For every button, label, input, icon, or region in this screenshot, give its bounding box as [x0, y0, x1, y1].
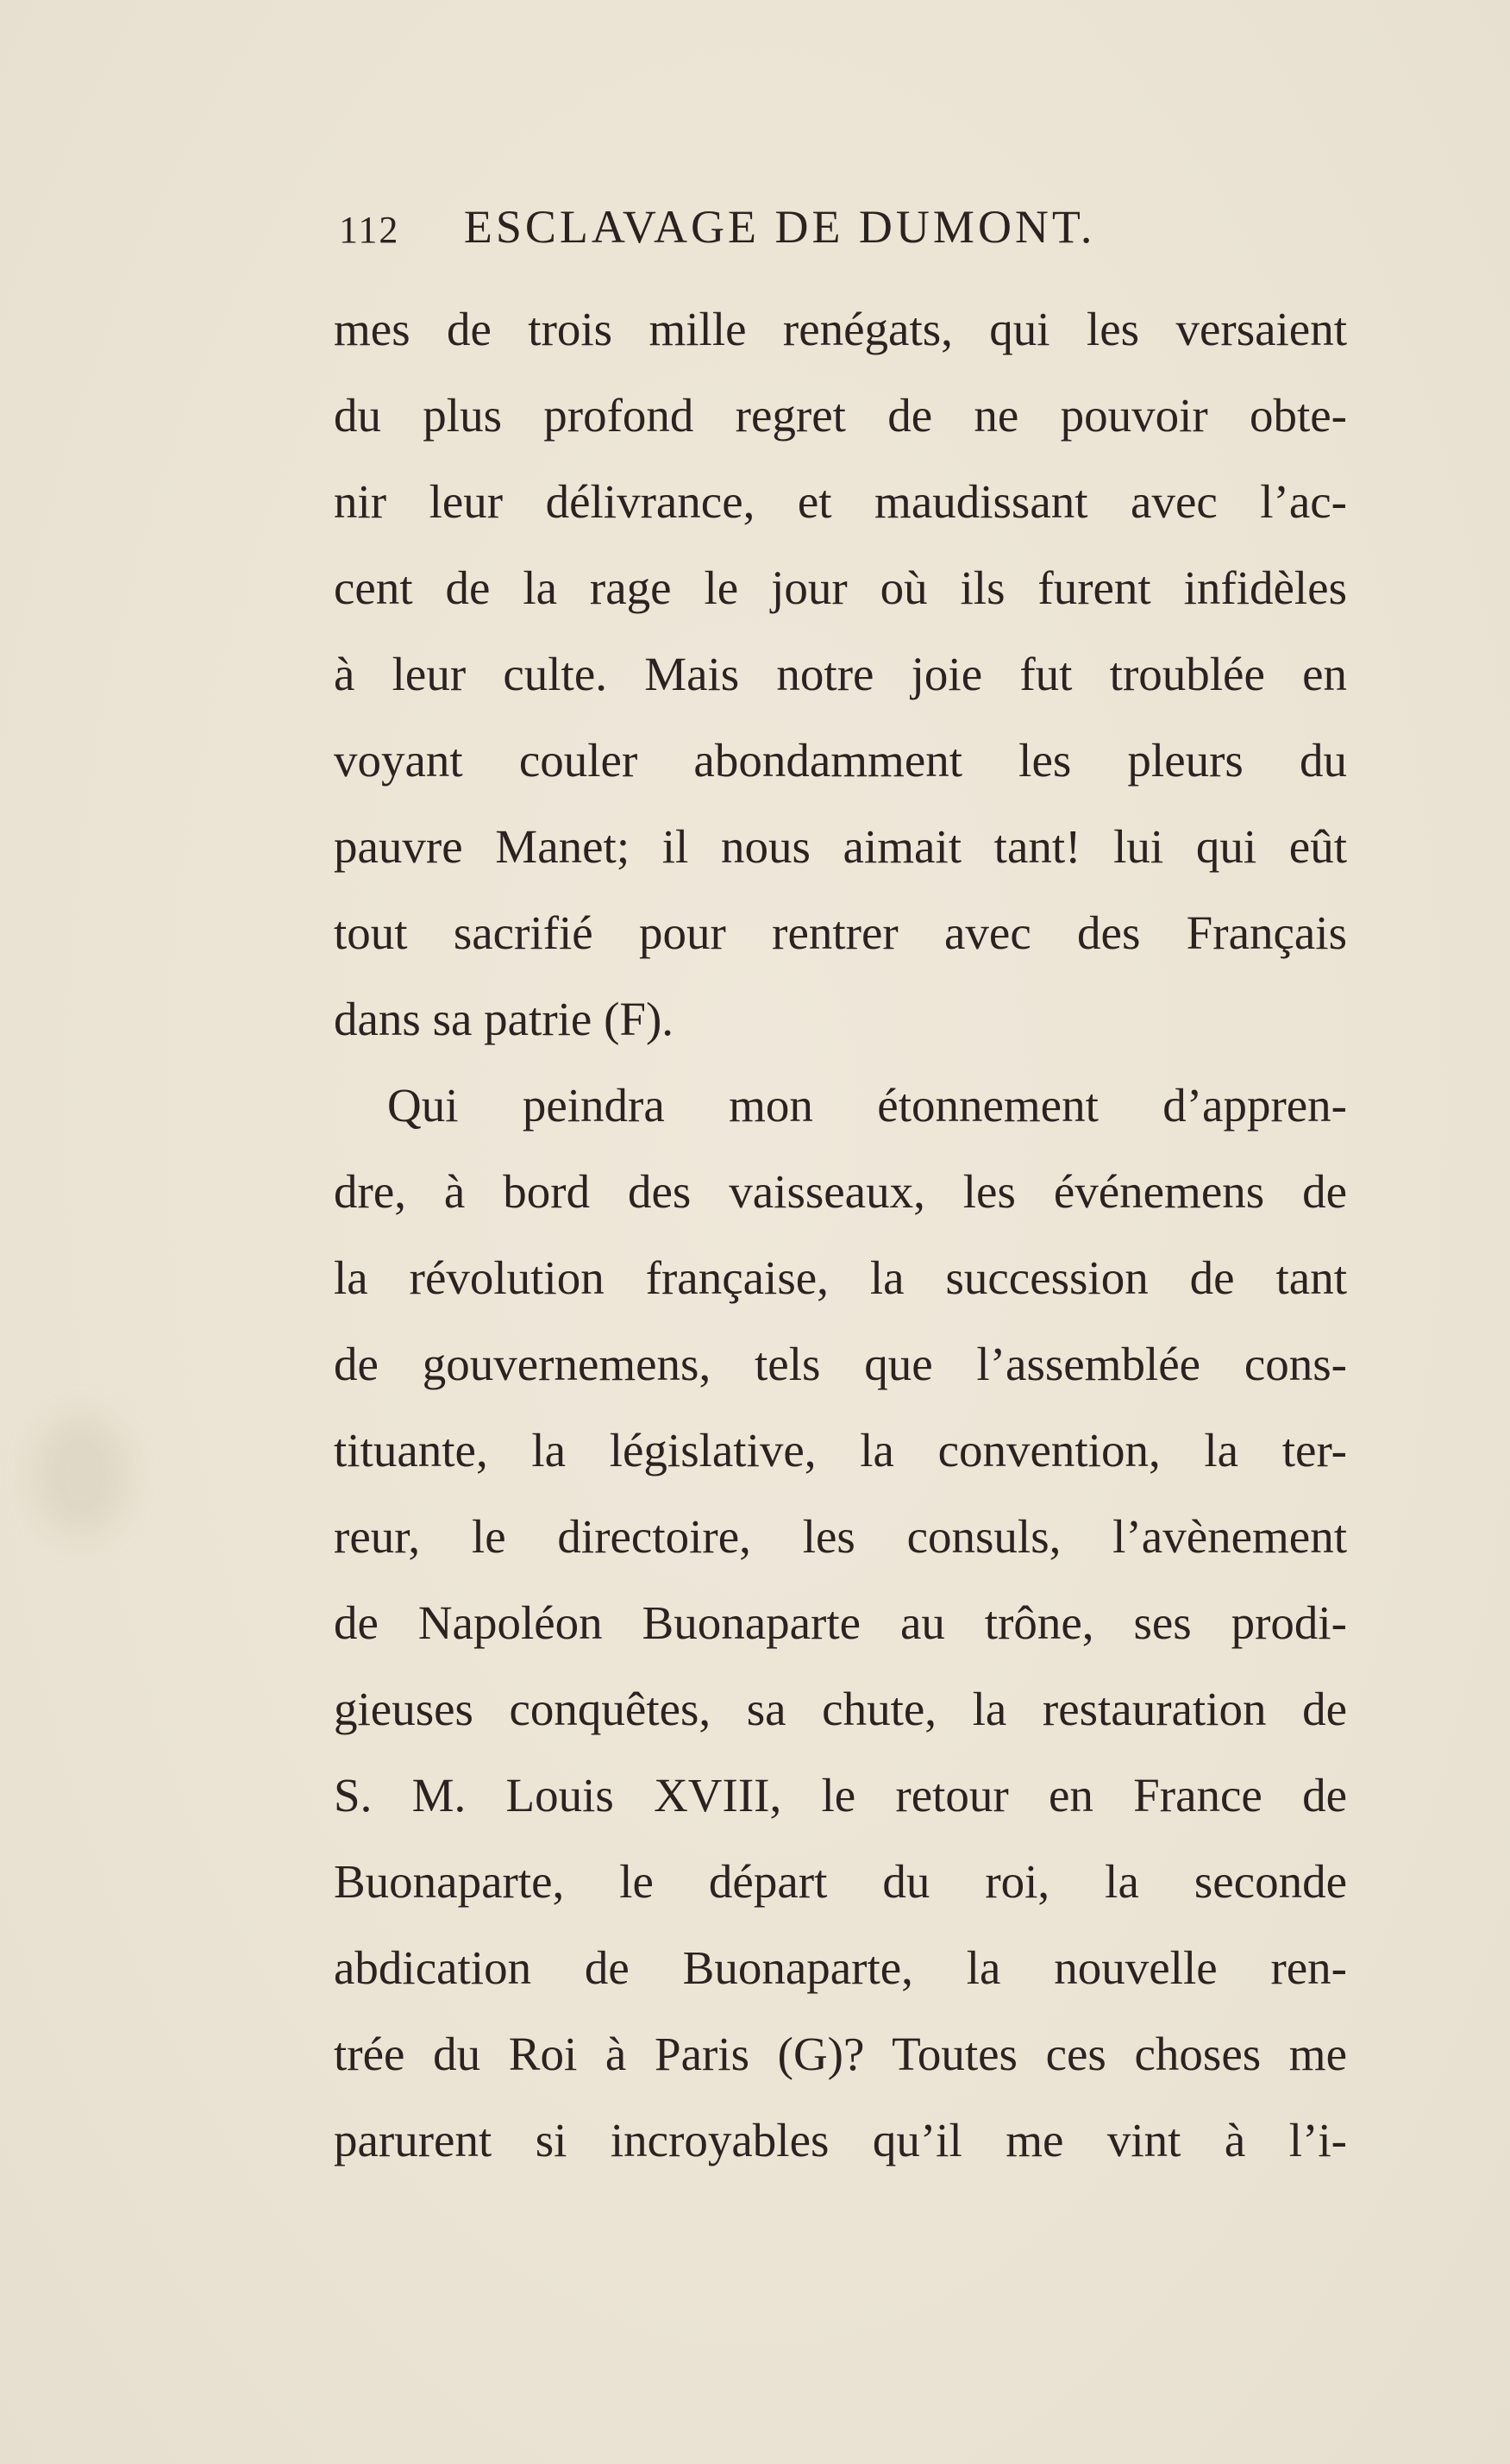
paragraph-end-line: dans sa patrie (F).: [334, 993, 674, 1045]
text-line: voyant couler abondamment les pleurs du: [334, 734, 1347, 787]
text-line: de Napoléon Buonaparte au trône, ses prodi-: [334, 1596, 1347, 1649]
text-line: du plus profond regret de ne pouvoir obte-: [334, 389, 1347, 442]
text-line: tout sacrifié pour rentrer avec des Français: [334, 906, 1347, 959]
text-line: parurent si incroyables qu’il me vint à l’i-: [334, 2114, 1347, 2166]
text-line: de gouvernemens, tels que l’assemblée cons-: [334, 1338, 1347, 1390]
text-line: trée du Roi à Paris (G)? Toutes ces choses me: [334, 2028, 1347, 2080]
text-line: la révolution française, la succession de tant: [334, 1251, 1347, 1304]
running-title: ESCLAVAGE DE DUMONT.: [463, 201, 1096, 253]
text-line: mes de trois mille renégats, qui les versaient: [334, 303, 1347, 355]
page-number: 112: [339, 209, 400, 251]
text-line: nir leur délivrance, et maudissant avec l’ac-: [334, 475, 1347, 528]
text-line: à leur culte. Mais notre joie fut troublée en: [334, 648, 1347, 700]
text-line: abdication de Buonaparte, la nouvelle ren-: [334, 1941, 1347, 1994]
body-text: [334, 298, 1347, 2195]
text-line: cent de la rage le jour où ils furent infidèles: [334, 561, 1347, 614]
text-line: S. M. Louis XVIII, le retour en France de: [334, 1769, 1347, 1821]
paper-stain: [34, 1414, 129, 1535]
page-header: [339, 200, 1201, 260]
text-line: reur, le directoire, les consuls, l’avènement: [334, 1510, 1347, 1563]
text-line: Buonaparte, le départ du roi, la seconde: [334, 1855, 1347, 1908]
text-line: pauvre Manet; il nous aimait tant! lui qui eût: [334, 820, 1347, 873]
text-line: dre, à bord des vaisseaux, les événemens de: [334, 1165, 1347, 1218]
text-line: gieuses conquêtes, sa chute, la restauration de: [334, 1683, 1347, 1735]
text-line: tituante, la législative, la convention, la ter-: [334, 1424, 1347, 1477]
paragraph-start-line: Qui peindra mon étonnement d’appren-: [387, 1079, 1347, 1132]
